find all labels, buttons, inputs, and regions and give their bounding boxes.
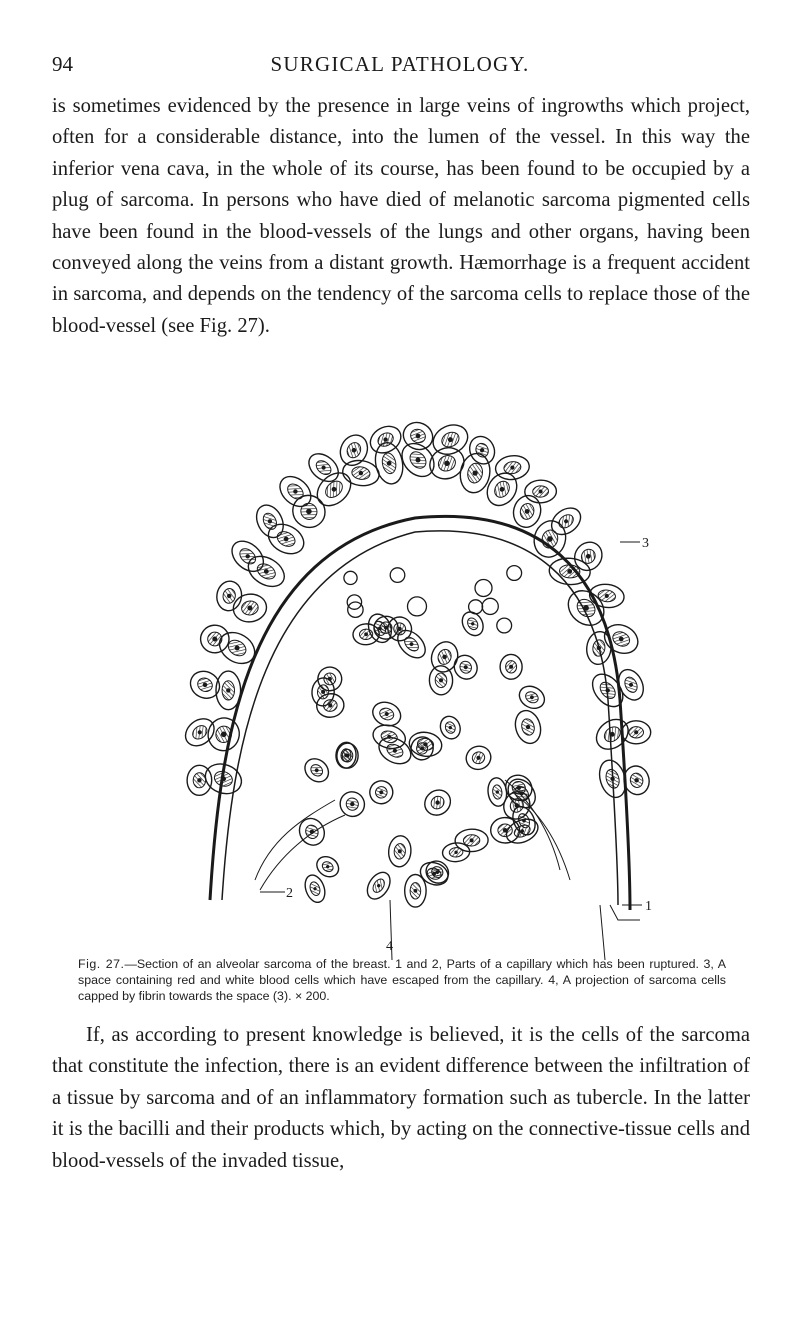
body-paragraph-1: is sometimes evidenced by the presence in large veins of ingrowths which project, often for a considerable distance, into the lumen of the vessel. In this way the inferior vena cava, in the whole of its course, has been found to be occupied by a plug of sarcoma. In persons who have died of melanotic sarcoma pigmented cells have been found in the blood-vessels of the lungs and other organs, having been conveyed along the veins from a distant growth. Hæmorrhage is a frequent accident in sarcoma, and depends on the tendency of the sarcoma cells to replace those of the blood-vessel (see Fig. 27). [52, 95, 750, 337]
cell [500, 654, 522, 679]
figure-caption-text: —Section of an alveolar sarcoma of the breast. 1 and 2, Parts of a capillary which has been ruptured. 3, A space containing red and white blood cells which have escaped from the capillary. 4, A projection of sarcoma cells capped by fibrin towards the space (3). × 200. [78, 957, 727, 1003]
figure-27-illustration [160, 400, 680, 962]
cell [463, 743, 494, 773]
cell [300, 754, 333, 786]
cell [366, 777, 396, 807]
page-header [0, 52, 800, 82]
blood-cell [408, 597, 427, 616]
figure-caption [78, 956, 726, 1004]
cell [369, 698, 404, 730]
figure-label-3: 3 [642, 536, 649, 551]
cell [486, 777, 508, 807]
blood-cell [507, 566, 522, 581]
cell [232, 592, 269, 624]
cell [295, 814, 329, 850]
figure-label-4: 4 [386, 939, 393, 954]
cell [363, 868, 395, 903]
blood-cell [390, 568, 405, 583]
cell [481, 468, 522, 511]
cell [591, 713, 634, 755]
cell [465, 432, 499, 468]
cell [335, 742, 357, 769]
cell [450, 651, 482, 684]
cell [335, 787, 369, 821]
figure-label-1: 1 [645, 899, 652, 914]
cell [186, 666, 225, 703]
cell [302, 872, 329, 905]
cell [387, 835, 412, 868]
cell [524, 480, 556, 504]
cell [515, 682, 548, 713]
blood-cell [344, 571, 357, 584]
figure-caption-label: Fig. 27. [78, 957, 125, 971]
cell [494, 454, 531, 482]
blood-cell [482, 598, 498, 614]
cell [335, 430, 372, 469]
blood-cell [469, 600, 483, 614]
cell [422, 857, 453, 888]
cell [512, 708, 545, 747]
cell [622, 721, 651, 744]
cell [437, 713, 463, 742]
page-number: 94 [52, 52, 73, 76]
cell [405, 875, 426, 908]
body-paragraph-2: If, as according to present knowledge is believed, it is the cells of the sarcoma that constitute the infection, there is an evident difference between the infiltration of a tissue by sarcoma and of an inflammatory formation such as tubercle. In the latter it is the bacilli and their products which, by acting on the connective-tissue cells and blood-vessels of the invaded tissue, [52, 1024, 750, 1172]
cell [399, 418, 437, 454]
blood-cell [497, 618, 512, 633]
blood-cell [475, 580, 492, 597]
cell [215, 579, 244, 612]
cell [420, 785, 456, 820]
figure-label-2: 2 [286, 886, 293, 901]
cell [180, 713, 219, 751]
running-head: SURGICAL PATHOLOGY. [270, 52, 530, 76]
cell [429, 665, 453, 695]
cell [199, 624, 230, 654]
cell [187, 765, 212, 795]
cell [311, 466, 357, 512]
